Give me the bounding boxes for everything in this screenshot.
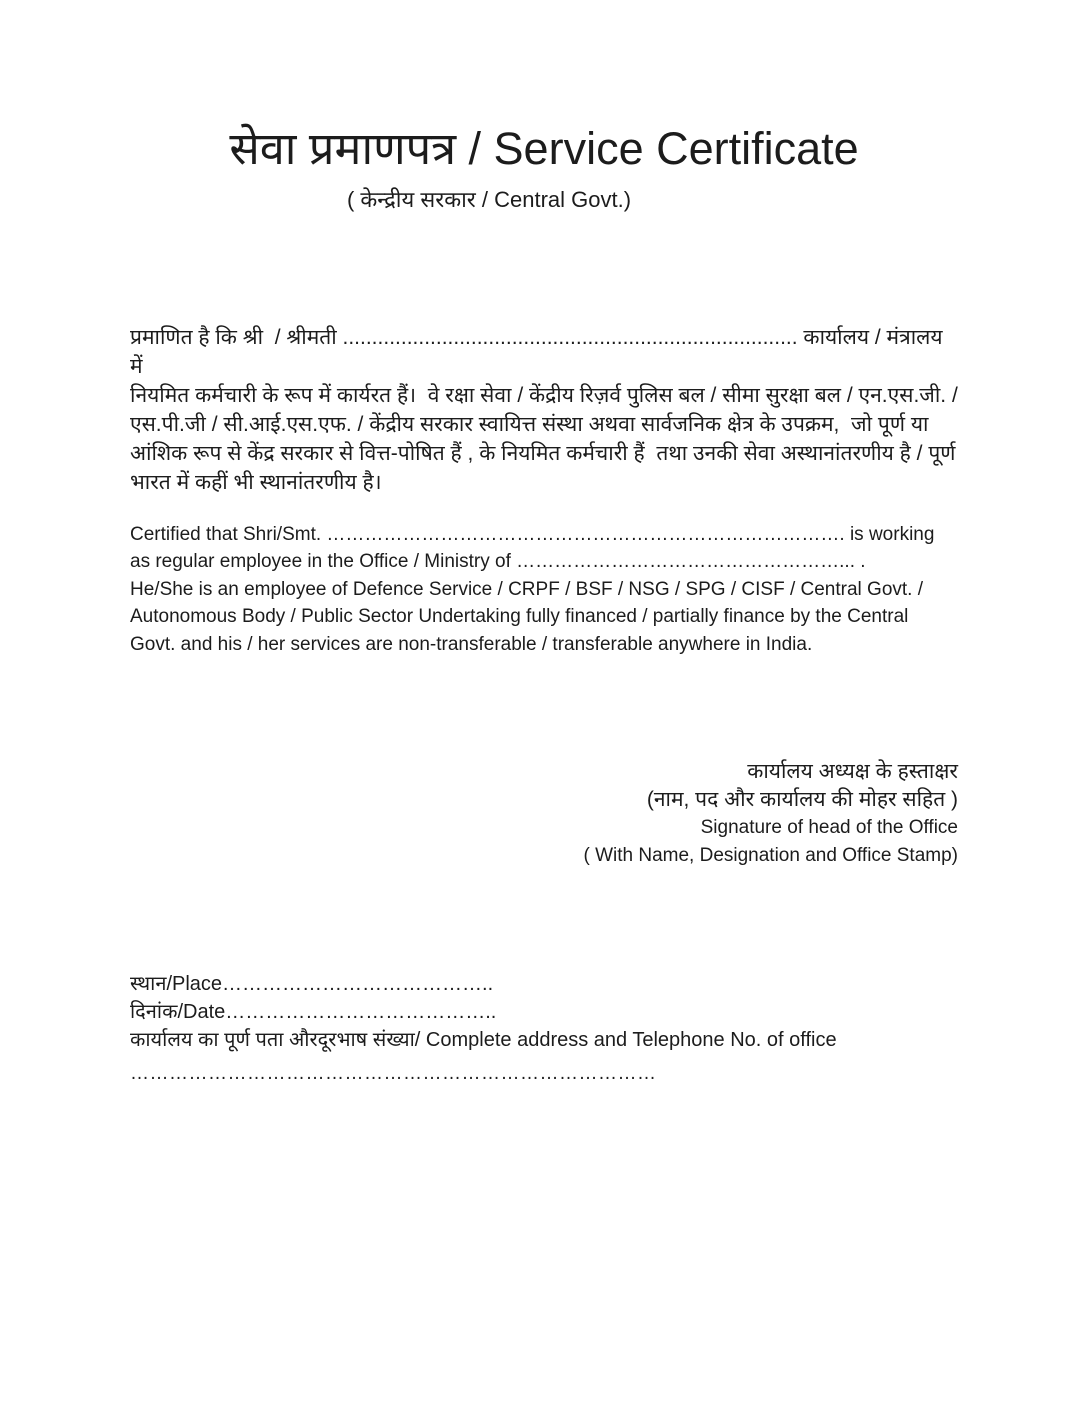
signature-block: [130, 758, 958, 870]
page-title: सेवा प्रमाणपत्र / Service Certificate: [229, 123, 859, 174]
signature-line-hindi: कार्यालय अध्यक्ष के हस्ताक्षर: [747, 760, 958, 784]
english-paragraph-line: Certified that Shri/Smt. ………………………………………………………………………. is working: [130, 523, 935, 545]
hindi-certification-paragraph: [130, 323, 958, 497]
address-fill-line: ………………………………………………………………………: [130, 1063, 657, 1085]
hindi-paragraph-line: भारत में कहीं भी स्थानांतरणीय है।: [130, 470, 382, 494]
english-certification-paragraph: [130, 521, 958, 659]
page-subtitle: ( केन्द्रीय सरकार / Central Govt.): [346, 187, 632, 212]
signature-line-english: ( With Name, Designation and Office Stamp): [583, 845, 958, 867]
place-line: स्थान/Place…………………………………..: [130, 973, 494, 996]
address-label-line: कार्यालय का पूर्ण पता औरदूरभाष संख्या/ Complete address and Telephone No. of office: [130, 1029, 837, 1052]
signature-line-english: Signature of head of the Office: [700, 817, 958, 839]
english-paragraph-line: Autonomous Body / Public Sector Undertaking fully financed / partially finance by the Central: [130, 606, 909, 628]
english-paragraph-line: He/She is an employee of Defence Service / CRPF / BSF / NSG / SPG / CISF / Central Govt. /: [130, 578, 924, 600]
hindi-paragraph-line: प्रमाणित है कि श्री / श्रीमती .............................................................................. कार्यालय / मंत्रालय में: [130, 325, 949, 378]
date-line: दिनांक/Date…………………………………..: [130, 1001, 497, 1024]
signature-line-hindi: (नाम, पद और कार्यालय की मोहर सहित ): [646, 788, 958, 812]
hindi-paragraph-line: नियमित कर्मचारी के रूप में कार्यरत हैं। वे रक्षा सेवा / केंद्रीय रिज़र्व पुलिस बल / सीमा सुरक्षा बल / एन.एस.जी. /: [130, 383, 958, 407]
english-paragraph-line: as regular employee in the Office / Ministry of ……………………………………………... .: [130, 551, 866, 573]
footer-block: [130, 970, 958, 1088]
hindi-paragraph-line: एस.पी.जी / सी.आई.एस.एफ. / केंद्रीय सरकार स्वायित्त संस्था अथवा सार्वजनिक क्षेत्र के उपक्रम, जो पूर्ण या: [130, 412, 929, 436]
hindi-paragraph-line: आंशिक रूप से केंद्र सरकार से वित्त-पोषित हैं , के नियमित कर्मचारी हैं तथा उनकी सेवा अस्थानांतरणीय है / पूर्ण: [130, 441, 956, 465]
english-paragraph-line: Govt. and his / her services are non-transferable / transferable anywhere in India.: [130, 633, 813, 655]
